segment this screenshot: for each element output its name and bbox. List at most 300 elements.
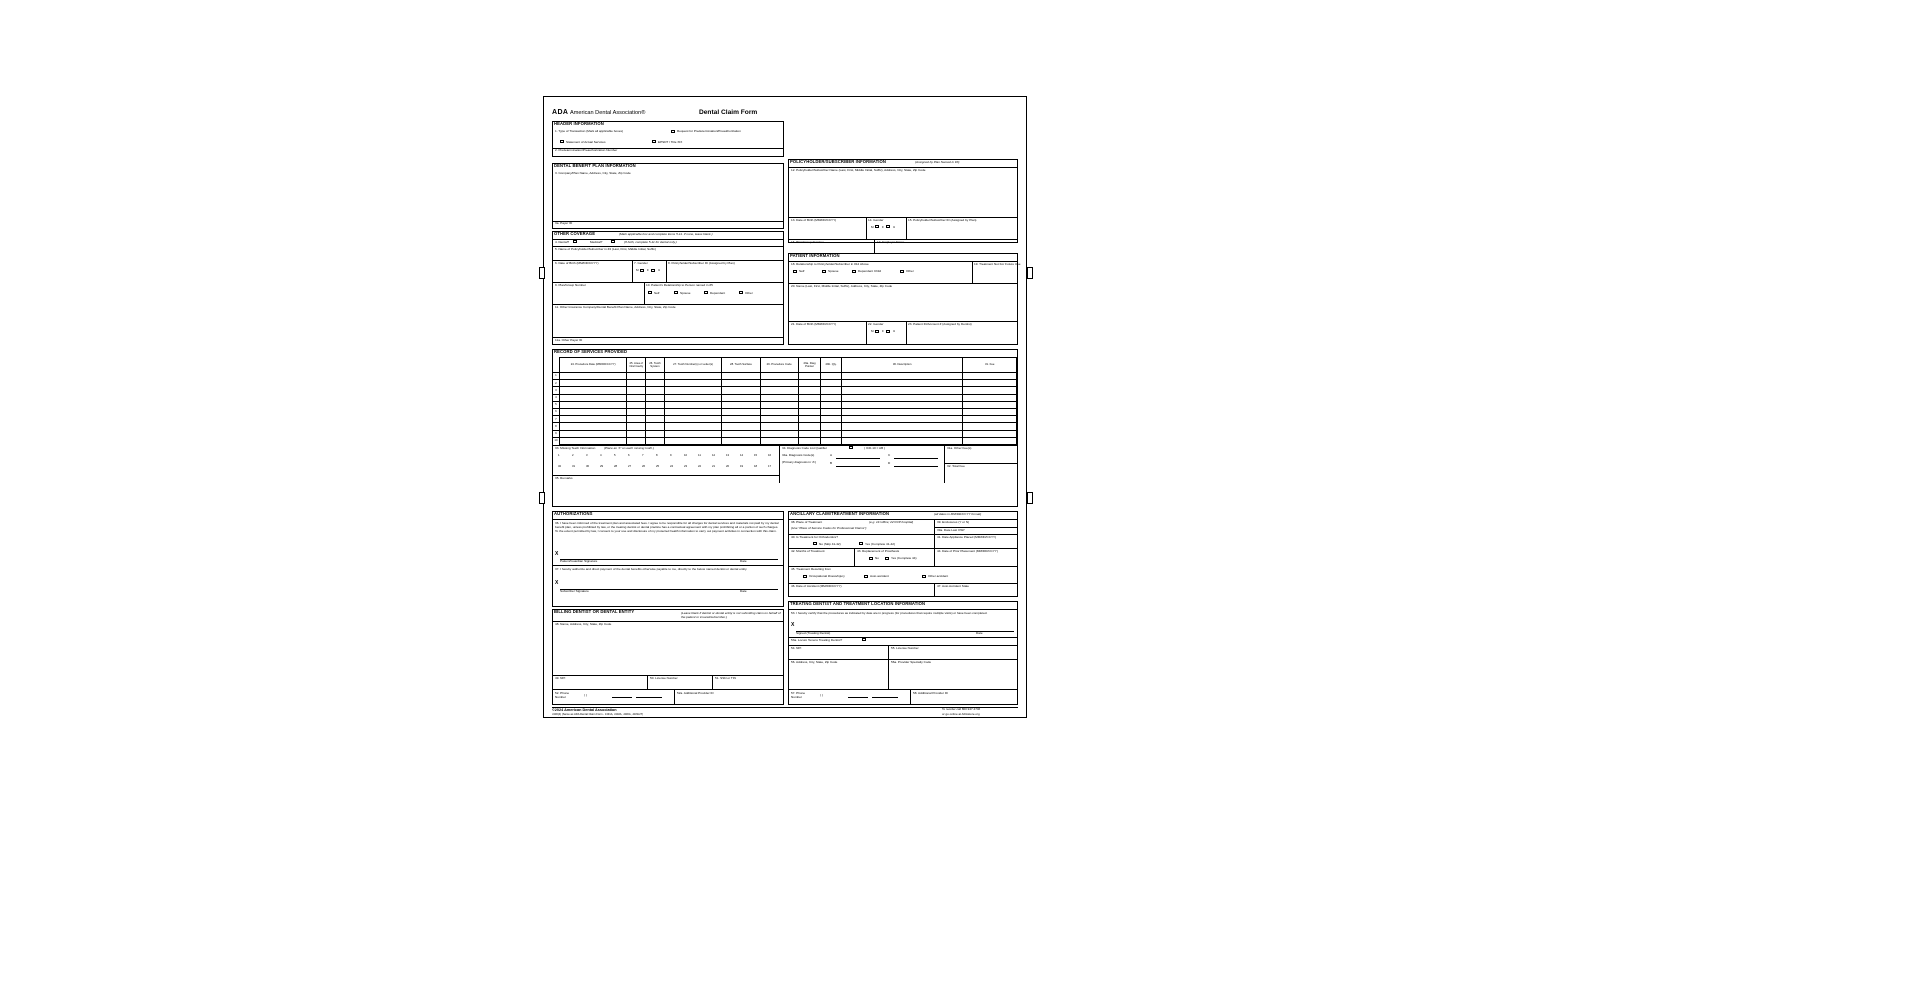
checkbox-dental[interactable]: [573, 240, 577, 243]
col-qty: 29b. Qty.: [821, 358, 842, 373]
field-38-note: (e.g. 11=office; 22=O/P hospital): [869, 519, 914, 524]
field-41-label: 41. Date Appliance Placed (MM/DD/CCYY): [937, 534, 997, 539]
cell-area[interactable]: [627, 408, 646, 415]
row-number: 6: [553, 408, 559, 415]
edge-mark-right-1: [1027, 267, 1033, 279]
table-row[interactable]: [553, 416, 1017, 423]
field-57-label: 57. Phone Number: [791, 690, 806, 699]
cell-description[interactable]: [841, 437, 963, 444]
cell-fee[interactable]: [963, 423, 1017, 430]
cell-diag-pointer[interactable]: [798, 416, 821, 423]
cell-fee[interactable]: [963, 401, 1017, 408]
rel-dependent-label-10: Dependent: [710, 290, 726, 295]
footer-formline: J430(4) (Same as ADA Dental Claim Form - J431A, J432A, J430A, J433A/T): [552, 713, 644, 716]
field-45-label: 45. Treatment Resulting from: [791, 566, 831, 571]
checkbox-rel-other-18[interactable]: [900, 270, 904, 273]
field-56-label: 56. Address, City, State, Zip Code: [791, 659, 838, 664]
rel-other-label-18: Other: [906, 269, 914, 273]
diag-line-c[interactable]: [894, 458, 938, 459]
field-42-label: 42. Months of Treatment: [791, 548, 825, 553]
field-34-input[interactable]: [849, 446, 853, 449]
divider-anc-v4: [934, 548, 935, 566]
cell-fee[interactable]: [963, 430, 1017, 437]
cell-diag-pointer[interactable]: [798, 394, 821, 401]
checkbox-rel-self-18[interactable]: [793, 270, 797, 273]
col-tooth-surface: 28. Tooth Surface: [722, 358, 760, 373]
cell-description[interactable]: [841, 387, 963, 394]
signature-x-mark-37: X: [555, 580, 559, 586]
divider-oc-v3: [644, 282, 645, 304]
field-34a-label: 34a. Diagnosis Code(s): [782, 453, 815, 457]
cell-fee[interactable]: [963, 394, 1017, 401]
table-row[interactable]: [553, 401, 1017, 408]
field-34a-note: (Primary diagnosis in 'A'): [782, 460, 817, 464]
field-36-signature-label: Patient/Guardian Signature: [560, 559, 598, 563]
checkbox-occupational[interactable]: [803, 575, 807, 578]
field-58-label: 58. Additional Provider ID: [913, 690, 948, 695]
table-row[interactable]: [553, 394, 1017, 401]
cell-qty[interactable]: [821, 430, 842, 437]
cell-procedure-date[interactable]: [559, 387, 627, 394]
field-1-label: 1. Type of Transaction (Mark all applicable boxes): [555, 129, 624, 133]
cell-qty[interactable]: [821, 401, 842, 408]
field-16-label: 16. Plan/Group Number: [791, 239, 824, 244]
cell-tooth-system[interactable]: [646, 416, 665, 423]
divider-td-5: [788, 689, 1018, 690]
cell-description[interactable]: [841, 394, 963, 401]
dental-claim-form-page: [543, 96, 1027, 718]
table-row[interactable]: [553, 423, 1017, 430]
cell-area[interactable]: [627, 430, 646, 437]
rel-self-label-10: Self: [654, 290, 660, 295]
cell-surface[interactable]: [722, 423, 760, 430]
tooth-8[interactable]: 8: [656, 453, 658, 457]
field-19-label: 19. Treatment Not For Future Use: [974, 261, 1021, 266]
field-34-icd-note: ( ICD-10 = AB ): [864, 445, 886, 450]
cell-surface[interactable]: [722, 373, 760, 380]
checkbox-other-accident[interactable]: [922, 575, 926, 578]
field-44-label: 44. Date of Prior Placement (MM/DD/CCYY): [937, 548, 998, 553]
cell-surface[interactable]: [722, 408, 760, 415]
authorizations-title: AUTHORIZATIONS: [554, 511, 593, 516]
cell-tooth-system[interactable]: [646, 373, 665, 380]
tooth-6[interactable]: 6: [628, 453, 630, 457]
field-53-signature-label: Signed (Treating Dentist): [796, 631, 831, 635]
cell-fee[interactable]: [963, 380, 1017, 387]
tooth-29[interactable]: 29: [600, 464, 604, 468]
edge-mark-right-2: [1027, 492, 1033, 504]
checkbox-gender-m-7[interactable]: [640, 269, 644, 272]
cell-qty[interactable]: [821, 373, 842, 380]
tooth-11[interactable]: 11: [698, 453, 701, 457]
tooth-32[interactable]: 32: [558, 464, 562, 468]
divider-rec-3: [552, 475, 779, 476]
phone-line-57b[interactable]: [872, 697, 898, 698]
checkbox-ortho-yes[interactable]: [859, 542, 863, 545]
phone-line-57a[interactable]: [848, 697, 868, 698]
tooth-13[interactable]: 13: [726, 453, 730, 457]
cell-qty[interactable]: [821, 380, 842, 387]
checkbox-rel-spouse-10[interactable]: [674, 291, 678, 294]
edge-mark-left-1: [539, 267, 545, 279]
diag-letter-c: C: [888, 453, 891, 457]
policyholder-note: (Assigned by Plan Named in #3): [915, 160, 960, 164]
cell-tooth-system[interactable]: [646, 430, 665, 437]
field-21-label: 21. Date of Birth (MM/DD/CCYY): [791, 321, 837, 326]
treating-dentist-title: TREATING DENTIST AND TREATMENT LOCATION INFORMATION: [790, 601, 926, 606]
checkbox-rel-dependent-10[interactable]: [704, 291, 708, 294]
cell-area[interactable]: [627, 416, 646, 423]
row-number: 9: [553, 430, 559, 437]
header-information-title: HEADER INFORMATION: [554, 121, 604, 126]
gender-u-label-22: U: [893, 329, 896, 333]
col-description: 30. Description: [841, 358, 963, 373]
tooth-22[interactable]: 22: [698, 464, 702, 468]
cell-procedure-date[interactable]: [559, 401, 627, 408]
cell-procedure-date[interactable]: [559, 430, 627, 437]
col-tooth-numbers: 27. Tooth Number(s) or Letter(s): [664, 358, 722, 373]
cell-procedure-date[interactable]: [559, 408, 627, 415]
diag-line-d[interactable]: [894, 466, 938, 467]
field-38-note2: (Use "Place of Service Codes for Professional Claims"): [791, 526, 867, 530]
field-12-label: 12. Policyholder/Subscriber Name (Last, First, Middle Initial, Suffix), Address, City, State, Zip Code: [791, 167, 926, 172]
checkbox-locum-tenens[interactable]: [862, 638, 866, 641]
cell-diag-pointer[interactable]: [798, 430, 821, 437]
field-14-label: 14. Gender: [868, 217, 884, 222]
field-36-text: 36. I have been informed of the treatment plan and associated fees. I agree to be responsible for all charges for dental services and materials not paid by my dental benefit plan, unless prohibited by law, or the treating dentist or dental practice has a contractual agreement with my plan prohibiting all or a portion of such charges. To the extent permitted by law, I consent to your use and disclosure of my protected health information to carry out payment activities in connection with this claim.: [555, 520, 779, 534]
field-38-label: 38. Place of Treatment: [791, 519, 823, 524]
auto-accident-label: Auto accident: [870, 574, 889, 578]
cell-qty[interactable]: [821, 408, 842, 415]
cell-fee[interactable]: [963, 373, 1017, 380]
cell-procedure-code[interactable]: [760, 394, 798, 401]
cell-fee[interactable]: [963, 416, 1017, 423]
field-13-label: 13. Date of Birth (MM/DD/CCYY): [791, 217, 837, 222]
field-56a-label: 56a. Provider Specialty Code: [891, 659, 932, 664]
cell-tooth-numbers[interactable]: [664, 401, 722, 408]
cell-surface[interactable]: [722, 401, 760, 408]
checkbox-predetermination[interactable]: [671, 130, 675, 133]
checkbox-gender-m-14[interactable]: [875, 225, 879, 228]
table-row[interactable]: [553, 387, 1017, 394]
cell-procedure-date[interactable]: [559, 394, 627, 401]
cell-tooth-numbers[interactable]: [664, 380, 722, 387]
field-3-label: 3. Company/Plan Name, Address, City, State, Zip Code: [555, 171, 631, 175]
tooth-21[interactable]: 21: [712, 464, 716, 468]
checkbox-medical[interactable]: [611, 240, 615, 243]
checkbox-statement-actual-services[interactable]: [560, 140, 564, 143]
cell-tooth-numbers[interactable]: [664, 437, 722, 444]
cell-tooth-system[interactable]: [646, 437, 665, 444]
checkbox-rel-other-10[interactable]: [739, 291, 743, 294]
tooth-17[interactable]: 17: [768, 464, 772, 468]
cell-area[interactable]: [627, 380, 646, 387]
tooth-2[interactable]: 2: [572, 453, 574, 457]
row-number: 10: [554, 438, 558, 443]
cell-procedure-code[interactable]: [760, 416, 798, 423]
cell-procedure-code[interactable]: [760, 423, 798, 430]
field-4-label: 4. Dental?: [555, 239, 570, 244]
cell-fee[interactable]: [963, 408, 1017, 415]
cell-diag-pointer[interactable]: [798, 437, 821, 444]
cell-tooth-numbers[interactable]: [664, 430, 722, 437]
cell-tooth-system[interactable]: [646, 423, 665, 430]
gender-f-label-6: F: [647, 268, 649, 272]
divider-oc-v1: [632, 260, 633, 282]
field-7-label: 7. Gender: [634, 260, 648, 265]
divider-ph-v2: [906, 217, 907, 239]
cell-surface[interactable]: [722, 387, 760, 394]
checkbox-prosthesis-yes[interactable]: [885, 557, 889, 560]
cell-qty[interactable]: [821, 394, 842, 401]
cell-tooth-numbers[interactable]: [664, 394, 722, 401]
field-1c-label: EPSDT / Title XIX: [658, 139, 683, 144]
tooth-24[interactable]: 24: [670, 464, 674, 468]
tooth-12[interactable]: 12: [712, 453, 716, 457]
tooth-28[interactable]: 28: [614, 464, 618, 468]
divider-rec-v1: [779, 445, 780, 483]
checkbox-gender-f-7[interactable]: [651, 269, 655, 272]
tooth-18[interactable]: 18: [754, 464, 758, 468]
cell-tooth-system[interactable]: [646, 387, 665, 394]
divider-td-v1: [888, 645, 889, 659]
ancillary-note: (all dates in MM/DD/CCYY format): [934, 512, 982, 516]
phone-line-52b[interactable]: [636, 697, 662, 698]
field-2-label: 2. Predetermination/Preauthorization Number: [555, 148, 618, 152]
field-9-label: 9. Plan/Group Number: [555, 282, 586, 287]
tooth-27[interactable]: 27: [628, 464, 632, 468]
field-11-label: 11. Other Insurance Company/Dental Benefit Plan Name, Address, City, State, Zip Code: [555, 304, 676, 309]
checkbox-auto-accident[interactable]: [864, 575, 868, 578]
cell-procedure-code[interactable]: [760, 387, 798, 394]
checkbox-gender-f-14[interactable]: [886, 225, 890, 228]
cell-diag-pointer[interactable]: [798, 380, 821, 387]
row-number: 4: [553, 394, 559, 401]
cell-diag-pointer[interactable]: [798, 373, 821, 380]
tooth-15[interactable]: 15: [754, 453, 758, 457]
cell-area[interactable]: [627, 401, 646, 408]
cell-description[interactable]: [841, 430, 963, 437]
ada-association-text: American Dental Association®: [570, 110, 646, 116]
cell-procedure-code[interactable]: [760, 408, 798, 415]
cell-description[interactable]: [841, 380, 963, 387]
checkbox-ortho-no[interactable]: [813, 542, 817, 545]
rel-self-label-18: Self: [799, 269, 805, 273]
checkbox-prosthesis-no[interactable]: [869, 557, 873, 560]
field-52-label: 52. Phone Number: [555, 690, 570, 699]
checkbox-gender-f-22[interactable]: [886, 330, 890, 333]
phone-line-52a[interactable]: [612, 697, 632, 698]
cell-procedure-code[interactable]: [760, 373, 798, 380]
cell-area[interactable]: [627, 387, 646, 394]
field-50-label: 50. License Number: [650, 675, 678, 680]
tooth-31[interactable]: 31: [572, 464, 576, 468]
cell-area[interactable]: [627, 394, 646, 401]
cell-surface[interactable]: [722, 437, 760, 444]
rel-spouse-label-18: Spouse: [828, 269, 839, 273]
cell-diag-pointer[interactable]: [798, 387, 821, 394]
tooth-19[interactable]: 19: [740, 464, 744, 468]
tooth-3[interactable]: 3: [586, 453, 588, 457]
gender-m-label-22: M: [871, 329, 874, 333]
checkbox-rel-self-10[interactable]: [648, 291, 652, 294]
tooth-30[interactable]: 30: [586, 464, 590, 468]
divider-anc-v2: [934, 534, 935, 548]
row-number: 7: [553, 416, 559, 423]
cell-tooth-system[interactable]: [646, 394, 665, 401]
signature-x-mark-36: X: [555, 551, 559, 557]
field-10-label: 10. Patient's Relationship to Person named in #5: [646, 282, 713, 287]
cell-tooth-system[interactable]: [646, 408, 665, 415]
tooth-4[interactable]: 4: [600, 453, 602, 457]
table-row[interactable]: [553, 373, 1017, 380]
tooth-1[interactable]: 1: [558, 453, 560, 457]
gender-f-label-22: F: [882, 329, 884, 333]
field-52a-label: 52a. Additional Provider ID: [677, 690, 714, 695]
field-53-date-label: Date: [976, 631, 983, 635]
field-4c-label: (If both, complete 5-11 for dental only.): [624, 239, 677, 244]
cell-surface[interactable]: [722, 430, 760, 437]
cell-procedure-date[interactable]: [559, 373, 627, 380]
cell-qty[interactable]: [821, 423, 842, 430]
col-procedure-date: 24. Procedure Date (MM/DD/CCYY): [559, 358, 627, 373]
cell-description[interactable]: [841, 373, 963, 380]
field-33-note: (Place an 'X' on each missing tooth.): [604, 445, 655, 450]
field-5-label: 5. Name of Policyholder/Subscriber in #4 (Last, First, Middle Initial, Suffix): [555, 246, 656, 251]
cell-tooth-numbers[interactable]: [664, 387, 722, 394]
cell-diag-pointer[interactable]: [798, 401, 821, 408]
phone-paren-52: ( ): [584, 693, 587, 697]
page-title: Dental Claim Form: [699, 109, 758, 116]
cell-description[interactable]: [841, 423, 963, 430]
field-4b-label: Medical?: [590, 239, 603, 244]
tooth-14[interactable]: 14: [740, 453, 744, 457]
patient-information-title: PATIENT INFORMATION: [790, 253, 840, 258]
checkbox-rel-depchild-18[interactable]: [852, 270, 856, 273]
cell-procedure-date[interactable]: [559, 416, 627, 423]
field-1b-label: Request for Predetermination/Preauthorization: [677, 129, 741, 133]
cell-qty[interactable]: [821, 387, 842, 394]
field-35-label: 35. Remarks: [555, 475, 573, 480]
cell-diag-pointer[interactable]: [798, 408, 821, 415]
gender-f-label-14: F: [882, 224, 884, 229]
cell-area[interactable]: [627, 437, 646, 444]
cell-description[interactable]: [841, 401, 963, 408]
occupational-label: Occupational illness/injury: [809, 574, 845, 578]
cell-description[interactable]: [841, 408, 963, 415]
checkbox-gender-m-22[interactable]: [875, 330, 879, 333]
table-row[interactable]: [553, 437, 1017, 444]
field-17-label: 17. Employer Name: [877, 239, 905, 244]
cell-area[interactable]: [627, 373, 646, 380]
tooth-26[interactable]: 26: [642, 464, 646, 468]
divider-oc-6: [552, 337, 784, 338]
footer-reorder-2: or go online at ADAstore.org: [942, 712, 980, 716]
signature-x-mark-53: X: [791, 622, 795, 628]
footer-copyright: ©2024 American Dental Association: [552, 708, 617, 712]
tooth-20[interactable]: 20: [726, 464, 730, 468]
table-row[interactable]: [553, 380, 1017, 387]
tooth-9[interactable]: 9: [670, 453, 672, 457]
prosthesis-no-label: No: [875, 556, 879, 560]
diag-line-b[interactable]: [836, 466, 880, 467]
phone-paren-57: ( ): [820, 693, 823, 697]
cell-procedure-code[interactable]: [760, 401, 798, 408]
gender-u-label-6: U: [658, 268, 661, 272]
cell-qty[interactable]: [821, 437, 842, 444]
field-49-label: 49. NPI: [555, 675, 566, 680]
divider-anc-v5: [934, 583, 935, 597]
tooth-25[interactable]: 25: [656, 464, 660, 468]
tooth-16[interactable]: 16: [768, 453, 772, 457]
cell-tooth-numbers[interactable]: [664, 423, 722, 430]
field-36-date-label: Date: [740, 559, 747, 563]
field-54-label: 54. NPI: [791, 645, 802, 650]
col-tooth-system: 26. Tooth System: [646, 358, 665, 373]
cell-tooth-numbers[interactable]: [664, 373, 722, 380]
divider-oc-v2: [666, 260, 667, 282]
cell-tooth-system[interactable]: [646, 380, 665, 387]
field-23-label: 23. Patient ID/Account # (Assigned by Dentist): [908, 321, 972, 326]
tooth-23[interactable]: 23: [684, 464, 688, 468]
cell-surface[interactable]: [722, 380, 760, 387]
row-number: 3: [553, 387, 559, 394]
cell-diag-pointer[interactable]: [798, 423, 821, 430]
cell-qty[interactable]: [821, 416, 842, 423]
table-row[interactable]: [553, 430, 1017, 437]
field-47-label: 47. Auto Accident State: [937, 583, 969, 588]
cell-procedure-code[interactable]: [760, 430, 798, 437]
checkbox-rel-spouse-18[interactable]: [822, 270, 826, 273]
ancillary-title: ANCILLARY CLAIM/TREATMENT INFORMATION: [790, 511, 890, 516]
col-diag-pointer: 29a. Diag Pointer: [798, 358, 821, 373]
cell-procedure-date[interactable]: [559, 423, 627, 430]
divider-ph-v3: [874, 239, 875, 253]
cell-surface[interactable]: [722, 394, 760, 401]
checkbox-epsdt[interactable]: [652, 140, 656, 143]
cell-tooth-numbers[interactable]: [664, 416, 722, 423]
cell-procedure-code[interactable]: [760, 380, 798, 387]
cell-area[interactable]: [627, 423, 646, 430]
cell-procedure-date[interactable]: [559, 437, 627, 444]
table-row[interactable]: [553, 408, 1017, 415]
tooth-10[interactable]: 10: [684, 453, 688, 457]
cell-tooth-system[interactable]: [646, 401, 665, 408]
cell-surface[interactable]: [722, 416, 760, 423]
col-area-oral-cavity: 25. Area of Oral Cavity: [627, 358, 646, 373]
cell-fee[interactable]: [963, 437, 1017, 444]
dental-benefit-plan-title: DENTAL BENEFIT PLAN INFORMATION: [554, 163, 636, 168]
cell-tooth-numbers[interactable]: [664, 408, 722, 415]
tooth-5[interactable]: 5: [614, 453, 616, 457]
rel-depchild-label-18: Dependent Child: [858, 269, 882, 273]
divider-td-v3: [910, 689, 911, 705]
divider-bd-v1: [647, 675, 648, 689]
cell-procedure-code[interactable]: [760, 437, 798, 444]
divider-pt-v2: [866, 321, 867, 345]
field-1a-label: Statement of Actual Services: [566, 139, 606, 144]
field-51-label: 51. SSN or TIN: [715, 675, 736, 680]
diag-line-a[interactable]: [836, 458, 880, 459]
cell-description[interactable]: [841, 416, 963, 423]
cell-fee[interactable]: [963, 387, 1017, 394]
field-55-label: 55. License Number: [891, 645, 919, 650]
cell-procedure-date[interactable]: [559, 380, 627, 387]
field-32-label: 32. Total Fee: [947, 463, 965, 468]
billing-dentist-note: (Leave blank if dentist or dental entity is not submitting claim on behalf of the patient or insured/subscriber.): [681, 610, 781, 619]
billing-dentist-title: BILLING DENTIST OR DENTAL ENTITY: [554, 609, 635, 614]
tooth-7[interactable]: 7: [642, 453, 644, 457]
